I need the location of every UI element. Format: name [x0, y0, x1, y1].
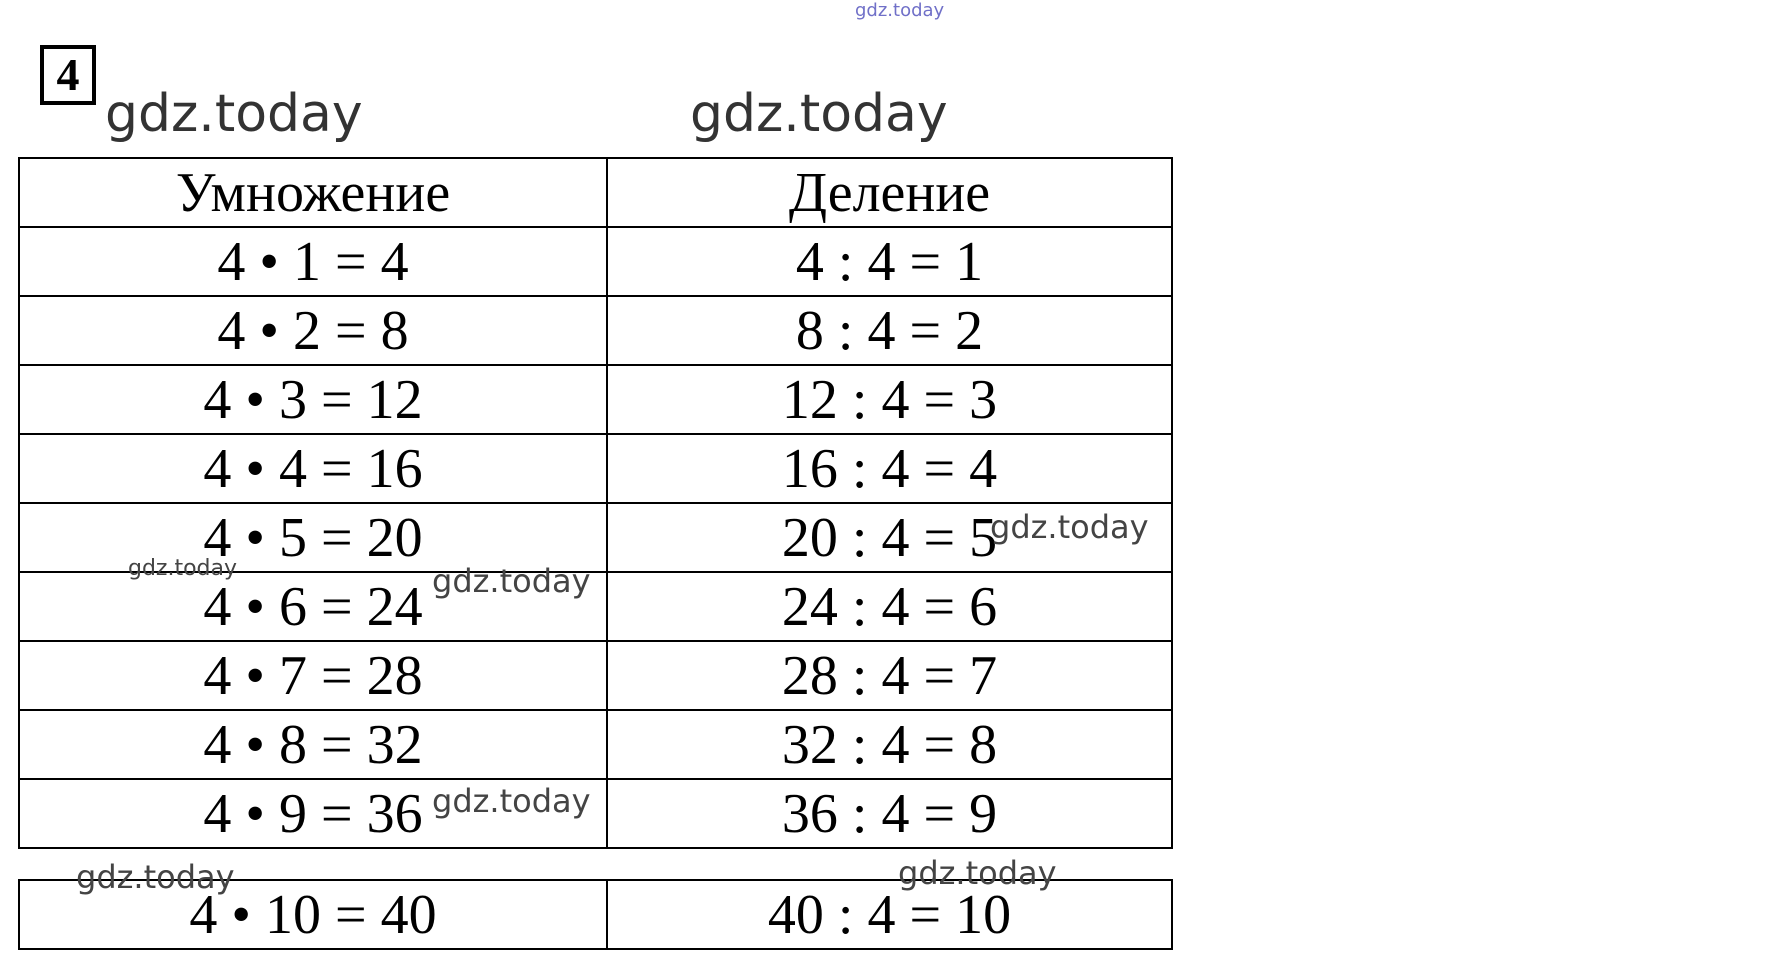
div-cell: 40 : 4 = 10 — [607, 880, 1172, 949]
watermark-small: gdz.today — [128, 556, 238, 581]
mult-cell: 4 • 10 = 40 — [19, 880, 607, 949]
header-division: Деление — [607, 158, 1172, 227]
table-row — [19, 641, 1172, 710]
table-row — [19, 710, 1172, 779]
table-row — [19, 779, 1172, 848]
div-cell: 20 : 4 = 5 — [607, 503, 1172, 572]
table-header-row — [19, 158, 1172, 227]
div-cell: 4 : 4 = 1 — [607, 227, 1172, 296]
watermark-small: gdz.today — [432, 782, 591, 820]
mult-cell: 4 • 9 = 36 — [19, 779, 607, 848]
table-row — [19, 503, 1172, 572]
table-row — [19, 227, 1172, 296]
table-row — [19, 572, 1172, 641]
table-row — [19, 365, 1172, 434]
watermark-large-left: gdz.today — [105, 84, 363, 144]
div-cell: 32 : 4 = 8 — [607, 710, 1172, 779]
div-cell: 16 : 4 = 4 — [607, 434, 1172, 503]
watermark-large-right: gdz.today — [690, 84, 948, 144]
mult-cell: 4 • 2 = 8 — [19, 296, 607, 365]
div-cell: 36 : 4 = 9 — [607, 779, 1172, 848]
mult-cell: 4 • 4 = 16 — [19, 434, 607, 503]
div-cell: 8 : 4 = 2 — [607, 296, 1172, 365]
watermark-small: gdz.today — [898, 854, 1057, 892]
mult-cell: 4 • 8 = 32 — [19, 710, 607, 779]
div-cell: 12 : 4 = 3 — [607, 365, 1172, 434]
table-row — [19, 880, 1172, 949]
header-multiplication: Умножение — [19, 158, 607, 227]
table-row — [19, 296, 1172, 365]
mult-cell: 4 • 1 = 4 — [19, 227, 607, 296]
mult-cell: 4 • 6 = 24 — [19, 572, 607, 641]
div-cell: 28 : 4 = 7 — [607, 641, 1172, 710]
table-row — [19, 434, 1172, 503]
mult-cell: 4 • 5 = 20 — [19, 503, 607, 572]
div-cell: 24 : 4 = 6 — [607, 572, 1172, 641]
watermark-top: gdz.today — [855, 0, 945, 21]
task-number-badge: 4 — [40, 45, 96, 105]
mult-cell: 4 • 3 = 12 — [19, 365, 607, 434]
extra-row-table — [18, 879, 1173, 950]
watermark-small: gdz.today — [76, 858, 235, 896]
mult-cell: 4 • 7 = 28 — [19, 641, 607, 710]
watermark-small: gdz.today — [432, 562, 591, 600]
multiplication-division-table — [18, 157, 1173, 849]
watermark-small: gdz.today — [990, 508, 1149, 546]
